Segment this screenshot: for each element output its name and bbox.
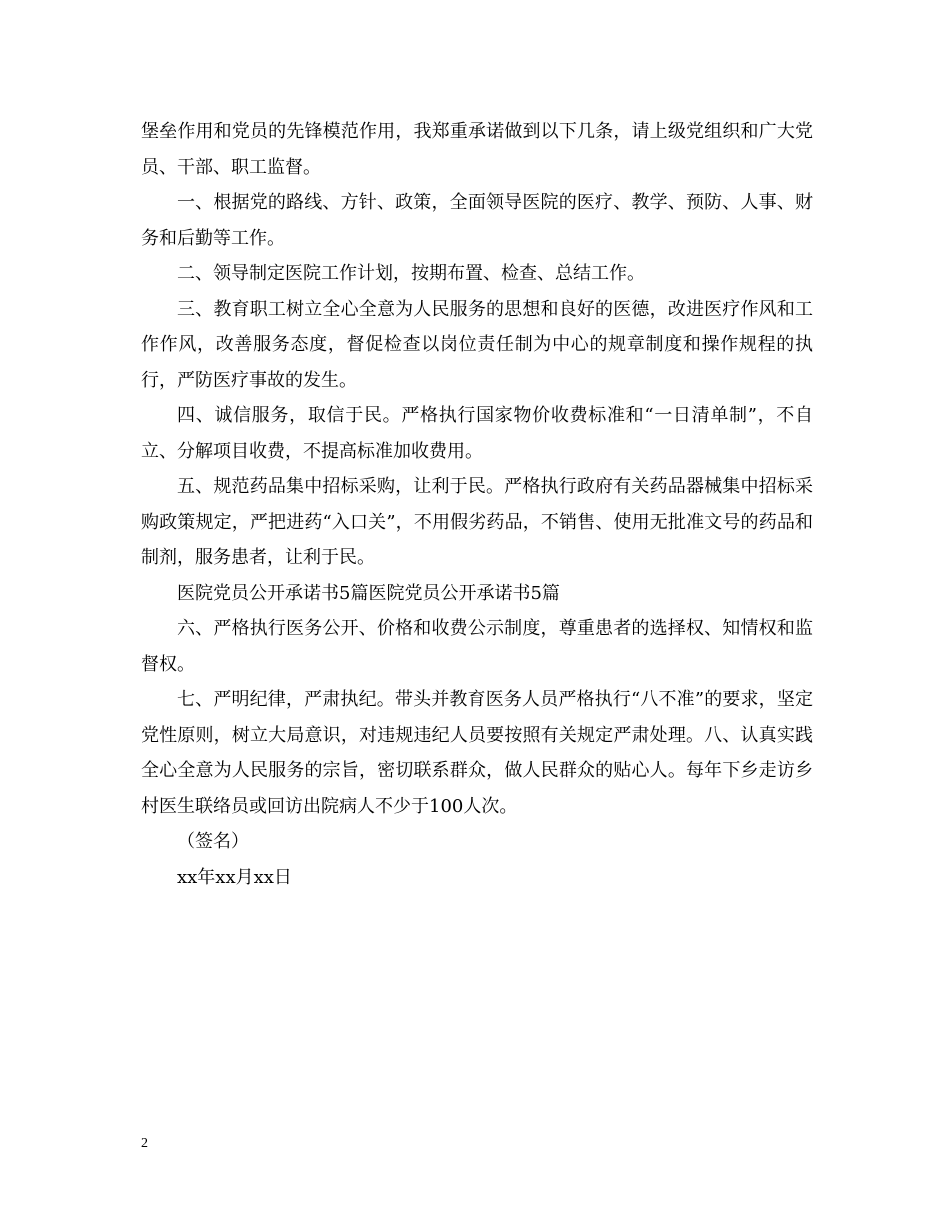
signature-line: （签名） [177, 831, 249, 852]
paragraph-item-6: 六、严格执行医务公开、价格和收费公示制度，尊重患者的选择权、知情权和监督权。 [141, 618, 813, 675]
paragraph-title-repeat: 医院党员公开承诺书5篇医院党员公开承诺书5篇 [177, 582, 560, 604]
paragraph-item-5: 五、规范药品集中招标采购，让利于民。严格执行政府有关药品器械集中招标采购政策规定，严把进药“入口关”，不用假劣药品，不销售、使用无批准文号的药品和制剂，服务患者，让利于民。 [141, 476, 813, 568]
paragraph-item-2: 二、领导制定医院工作计划，按期布置、检查、总结工作。 [177, 263, 645, 284]
page-number: 2 [141, 1136, 148, 1151]
date-line: xx年xx月xx日 [177, 866, 292, 888]
paragraph-intro-continuation: 堡垒作用和党员的先锋模范作用，我郑重承诺做到以下几条，请上级党组织和广大党员、干部、职工监督。 [141, 121, 813, 178]
paragraph-item-7-8: 七、严明纪律，严肃执纪。带头并教育医务人员严格执行“八不准”的要求，坚定党性原则，树立大局意识，对违规违纪人员要按照有关规定严肃处理。八、认真实践全心全意为人民服务的宗旨，密切联系群众，做人民群众的贴心人。每年下乡走访乡村医生联络员或回访出院病人不少于100人次。 [141, 689, 813, 817]
document-body [141, 114, 813, 895]
paragraph-item-4: 四、诚信服务，取信于民。严格执行国家物价收费标准和“一日清单制”，不自立、分解项目收费，不提高标准加收费用。 [141, 405, 813, 462]
paragraph-item-3: 三、教育职工树立全心全意为人民服务的思想和良好的医德，改进医疗作风和工作作风，改善服务态度，督促检查以岗位责任制为中心的规章制度和操作规程的执行，严防医疗事故的发生。 [141, 298, 813, 391]
paragraph-item-1: 一、根据党的路线、方针、政策，全面领导医院的医疗、教学、预防、人事、财务和后勤等工作。 [141, 192, 813, 249]
